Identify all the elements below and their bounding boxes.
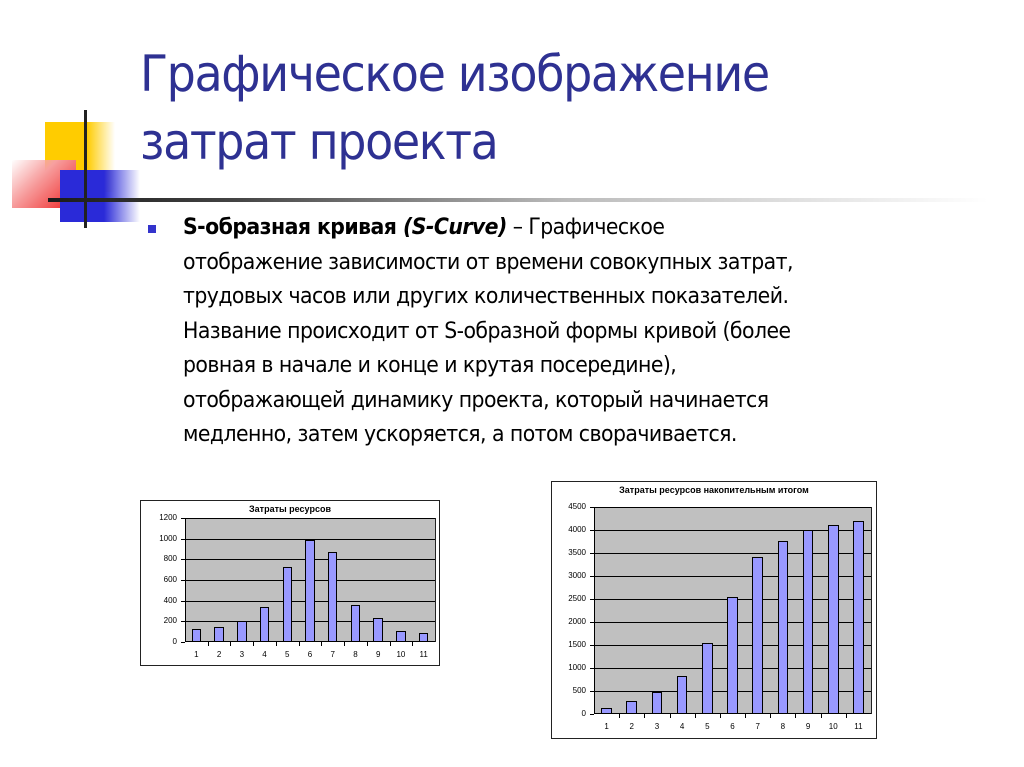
y-tick-label: 2000 xyxy=(568,617,586,626)
y-tick-label: 600 xyxy=(163,575,177,584)
bar-2 xyxy=(626,701,637,714)
x-tick-mark xyxy=(299,642,300,646)
x-tick-label: 7 xyxy=(330,650,335,659)
x-tick-label: 2 xyxy=(216,650,222,659)
blue-square-decor xyxy=(60,170,140,222)
x-tick-mark xyxy=(770,714,771,718)
bullet-line-7: медленно, затем ускоряется, а потом сворачивается. xyxy=(183,422,737,447)
y-tick-label: 1500 xyxy=(568,640,586,649)
bar-1 xyxy=(192,629,202,642)
gridline xyxy=(185,518,435,519)
y-tick-mark xyxy=(181,621,185,622)
bar-5 xyxy=(702,643,713,714)
x-tick-label: 6 xyxy=(730,722,735,731)
bullet-line-1 xyxy=(183,211,946,246)
bar-10 xyxy=(396,631,406,642)
y-tick-label: 4000 xyxy=(568,525,586,534)
y-tick-label: 1000 xyxy=(568,663,586,672)
bullet-text xyxy=(183,211,946,453)
x-tick-mark xyxy=(821,714,822,718)
x-tick-label: 11 xyxy=(854,722,863,731)
y-tick-mark xyxy=(590,714,594,715)
title-line-2: затрат проекта xyxy=(140,113,498,171)
bar-3 xyxy=(652,692,663,714)
y-tick-mark xyxy=(590,622,594,623)
title-divider xyxy=(48,198,988,202)
bar-9 xyxy=(373,618,383,642)
chart-title: Затраты ресурсов xyxy=(249,504,331,514)
x-tick-label: 6 xyxy=(307,650,313,659)
y-tick-label: 500 xyxy=(572,686,586,695)
y-tick-label: 0 xyxy=(581,709,586,718)
x-tick-mark xyxy=(670,714,671,718)
bar-7 xyxy=(752,557,763,714)
x-tick-mark xyxy=(367,642,368,646)
x-tick-label: 8 xyxy=(353,650,358,659)
term-italic: (S-Curve) xyxy=(402,215,507,240)
x-tick-mark xyxy=(208,642,209,646)
x-tick-label: 5 xyxy=(705,722,710,731)
y-tick-mark xyxy=(181,642,185,643)
x-tick-mark xyxy=(644,714,645,718)
x-tick-label: 3 xyxy=(239,650,245,659)
x-tick-label: 8 xyxy=(780,722,786,731)
bar-7 xyxy=(328,552,338,642)
x-tick-label: 4 xyxy=(262,650,267,659)
bar-8 xyxy=(351,605,361,642)
x-tick-label: 10 xyxy=(828,722,838,731)
x-tick-label: 10 xyxy=(396,650,406,659)
x-tick-mark xyxy=(390,642,391,646)
x-tick-label: 9 xyxy=(375,650,381,659)
y-tick-mark xyxy=(590,553,594,554)
x-tick-mark xyxy=(321,642,322,646)
y-tick-mark xyxy=(590,507,594,508)
bar-11 xyxy=(419,633,429,642)
x-tick-mark xyxy=(846,714,847,718)
x-tick-label: 4 xyxy=(679,722,685,731)
y-tick-mark xyxy=(590,576,594,577)
y-tick-mark xyxy=(590,599,594,600)
y-tick-label: 0 xyxy=(172,637,177,646)
bar-11 xyxy=(853,521,864,714)
y-tick-mark xyxy=(590,645,594,646)
y-tick-mark xyxy=(590,668,594,669)
x-tick-label: 5 xyxy=(285,650,290,659)
y-tick-label: 400 xyxy=(163,595,177,605)
y-tick-label: 4500 xyxy=(568,502,586,511)
bar-5 xyxy=(283,567,293,642)
bullet-marker-icon xyxy=(148,225,156,233)
bullet-line-2: отображение зависимости от времени совокупных затрат, xyxy=(183,249,793,275)
x-tick-mark xyxy=(253,642,254,646)
y-tick-mark xyxy=(181,559,185,560)
bar-1 xyxy=(601,708,612,714)
y-axis xyxy=(594,507,595,714)
x-tick-mark xyxy=(695,714,696,718)
x-tick-label: 2 xyxy=(629,722,634,731)
x-tick-mark xyxy=(720,714,721,718)
slide-title xyxy=(140,40,769,176)
y-tick-label: 3500 xyxy=(568,548,586,557)
bar-8 xyxy=(778,541,789,714)
x-tick-mark xyxy=(795,714,796,718)
plot-area xyxy=(594,507,872,714)
x-tick-mark xyxy=(412,642,413,646)
bullet-line-6: отображающей динамику проекта, который начинается xyxy=(183,387,769,413)
y-tick-mark xyxy=(590,530,594,531)
y-tick-mark xyxy=(181,539,185,540)
bullet-line-5: ровная в начале и конце и крутая посередине), xyxy=(183,353,677,378)
x-tick-label: 1 xyxy=(194,650,199,659)
vertical-line-decor xyxy=(84,110,87,228)
y-tick-label: 200 xyxy=(163,616,177,626)
resource-costs-chart xyxy=(140,500,440,666)
title-line-1: Графическое изображение xyxy=(140,45,769,103)
term-bold: S-образная кривая xyxy=(183,215,403,240)
bar-4 xyxy=(260,607,270,642)
x-tick-label: 11 xyxy=(419,650,428,659)
y-tick-label: 2500 xyxy=(568,594,586,603)
bar-9 xyxy=(803,530,814,714)
y-tick-label: 1000 xyxy=(159,533,177,543)
cumulative-resource-costs-chart xyxy=(551,481,877,739)
term-definition-start: – Графическое xyxy=(506,215,665,240)
x-tick-label: 7 xyxy=(755,722,760,731)
y-tick-mark xyxy=(181,601,185,602)
x-tick-mark xyxy=(745,714,746,718)
gridline xyxy=(594,507,871,508)
y-tick-mark xyxy=(181,518,185,519)
bullet-line-4: Название происходит от S-образной формы кривой (более xyxy=(183,318,791,344)
chart-title: Затраты ресурсов накопительным итогом xyxy=(619,485,809,495)
plot-area xyxy=(185,518,436,642)
x-tick-label: 1 xyxy=(604,722,609,731)
bar-6 xyxy=(727,597,738,714)
y-tick-label: 3000 xyxy=(568,571,586,580)
x-tick-label: 9 xyxy=(805,722,811,731)
x-tick-mark xyxy=(619,714,620,718)
x-tick-mark xyxy=(344,642,345,646)
x-tick-label: 3 xyxy=(654,722,660,731)
bar-3 xyxy=(237,621,247,642)
bullet-line-3: трудовых часов или других количественных показателей. xyxy=(183,284,789,309)
bar-6 xyxy=(305,540,315,642)
y-tick-label: 800 xyxy=(163,554,177,564)
x-tick-mark xyxy=(230,642,231,646)
y-tick-mark xyxy=(590,691,594,692)
x-tick-mark xyxy=(276,642,277,646)
bar-10 xyxy=(828,525,839,714)
bar-4 xyxy=(677,676,688,714)
y-tick-mark xyxy=(181,580,185,581)
y-tick-label: 1200 xyxy=(159,513,177,522)
bar-2 xyxy=(214,627,224,643)
